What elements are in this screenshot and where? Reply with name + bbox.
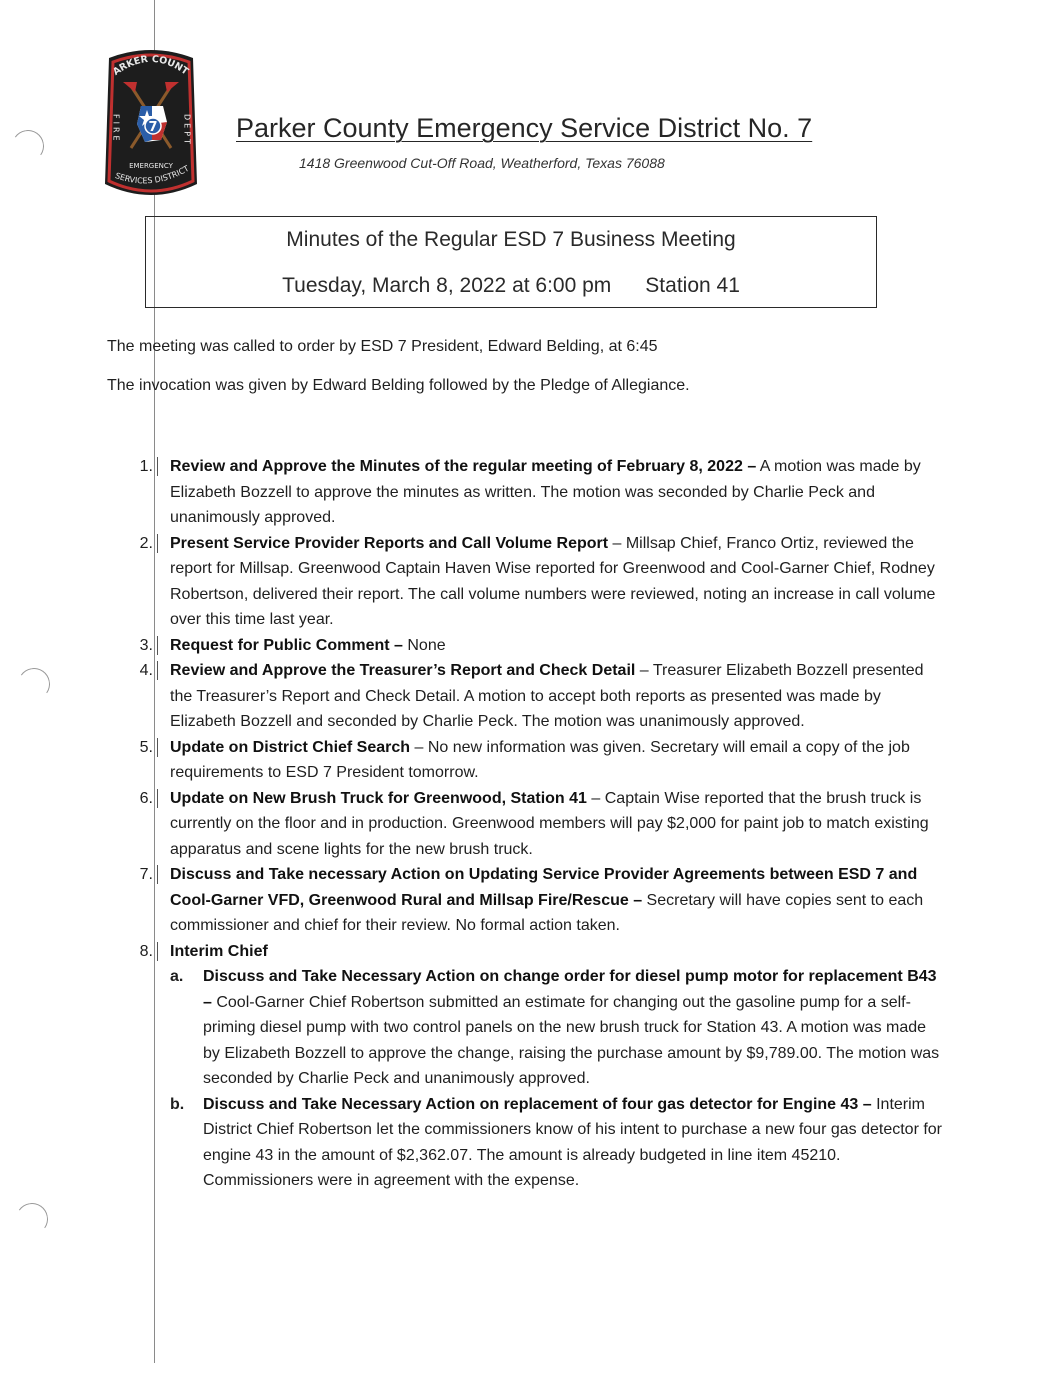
subitem-letter: a. <box>170 968 184 985</box>
item-text: – Captain Wise reported that the brush truck is currently on the floor and in production. Greenwood members will pay $2,000 for paint job to match existing apparatus and scene lights for the new brush truck. <box>170 789 929 858</box>
item-heading: Review and Approve the Minutes of the regular meeting of February 8, 2022 – <box>170 458 757 475</box>
meeting-title-box <box>145 216 877 308</box>
agenda-subitem <box>170 1092 947 1194</box>
agenda-item <box>137 633 947 659</box>
item-text: Secretary will have copies sent to each commissioner and chief for their review. No formal action taken. <box>170 891 924 934</box>
item-heading: Review and Approve the Treasurer’s Report and Check Detail <box>170 662 636 679</box>
subitem-text: Interim District Chief Robertson let the commissioners know of his intent to purchase a new four gas detector for engine 43 in the amount of $2,362.07. The amount is already budgeted in line item 45210. Commissioners were in agreement with the expense. <box>203 1095 943 1189</box>
logo-top-text: ARKER COUNT <box>111 53 191 78</box>
agenda-item <box>137 735 947 786</box>
call-to-order-text: The meeting was called to order by ESD 7 President, Edward Belding, at 6:45 <box>107 338 658 355</box>
item-text: – Treasurer Elizabeth Bozzell presented the Treasurer’s Report and Check Detail. A motion to accept both reports as presented was made by Elizabeth Bozzell and seconded by Charlie Peck. The motion was unanimously approved. <box>170 662 924 730</box>
agenda-item <box>137 531 947 633</box>
logo-bottom-text-1: EMERGENCY <box>129 162 173 170</box>
item-number: 8. <box>137 939 153 965</box>
item-heading: Discuss and Take necessary Action on Updating Service Provider Agreements between ESD 7 and Cool-Garner VFD, Greenwood Rural and Millsap Fire/Rescue – <box>170 866 918 909</box>
item-heading: Update on District Chief Search <box>170 738 411 756</box>
subitem-text: Cool-Garner Chief Robertson submitted an estimate for changing out the gasoline pump for a self-priming diesel pump with two control panels on the new brush truck for Station 43. A motion was made by Elizabeth Bozzell to approve the change, raising the purchase amount by $9,789.00. The motion was seconded by Charlie Peck and unanimously approved. <box>203 993 940 1087</box>
agenda-item <box>137 939 947 965</box>
logo-right-letters: DEPT <box>182 114 192 147</box>
agenda-item <box>137 786 947 863</box>
logo-left-letters: FIRE <box>111 114 121 144</box>
item-number: 5. <box>137 735 153 761</box>
agenda-subitem <box>170 964 947 1092</box>
organization-address: 1418 Greenwood Cut-Off Road, Weatherford, Texas 76088 <box>299 155 665 171</box>
punch-hole-mark <box>13 1200 50 1237</box>
item-text: A motion was made by Elizabeth Bozzell to approve the minutes as written. The motion was seconded by Charlie Peck and unanimously approved. <box>170 458 921 526</box>
item-number: 4. <box>137 658 153 684</box>
meeting-date-location <box>146 274 876 298</box>
logo-number: 7 <box>148 120 158 135</box>
item-number: 6. <box>137 786 153 812</box>
meeting-date: Tuesday, March 8, 2022 at 6:00 pm <box>282 274 612 297</box>
agenda-item <box>137 454 947 531</box>
item-heading: Interim Chief <box>170 942 268 960</box>
agenda-item <box>137 658 947 735</box>
department-logo-badge <box>101 44 201 200</box>
meeting-title: Minutes of the Regular ESD 7 Business Meeting <box>286 228 736 251</box>
item-heading: Update on New Brush Truck for Greenwood, Station 41 <box>170 789 587 807</box>
punch-hole-mark <box>9 127 46 164</box>
meeting-location: Station 41 <box>645 274 740 297</box>
item-number: 3. <box>137 633 153 659</box>
item-text: – Millsap Chief, Franco Ortiz, reviewed the report for Millsap. Greenwood Captain Haven Wise reported for Greenwood and Cool-Garner Chief, Rodney Robertson, delivered their report. The call volume numbers were reviewed, noting an increase in call volume over this time last year. <box>170 534 936 628</box>
invocation-text: The invocation was given by Edward Belding followed by the Pledge of Allegiance. <box>107 377 690 394</box>
item-number: 1. <box>137 454 153 480</box>
item-text: – No new information was given. Secretary will email a copy of the job requirements to ESD 7 President tomorrow. <box>170 738 910 781</box>
organization-name: Parker County Emergency Service District No. 7 <box>236 113 813 143</box>
subitem-heading: Discuss and Take Necessary Action on change order for diesel pump motor for replacement B43 – <box>203 968 937 1011</box>
agenda-item <box>137 862 947 939</box>
subitem-letter: b. <box>170 1095 185 1113</box>
item-heading: Request for Public Comment – <box>170 636 403 654</box>
item-heading: Present Service Provider Reports and Call Volume Report <box>170 534 609 552</box>
subitem-heading: Discuss and Take Necessary Action on replacement of four gas detector for Engine 43 – <box>203 1095 872 1113</box>
item-text: None <box>402 636 446 654</box>
logo-bottom-text-2: SERVICES DISTRICT <box>113 163 191 186</box>
agenda-items-list <box>137 454 947 1194</box>
punch-hole-mark <box>15 665 52 702</box>
item-number: 7. <box>137 862 153 888</box>
item-number: 2. <box>137 531 153 557</box>
